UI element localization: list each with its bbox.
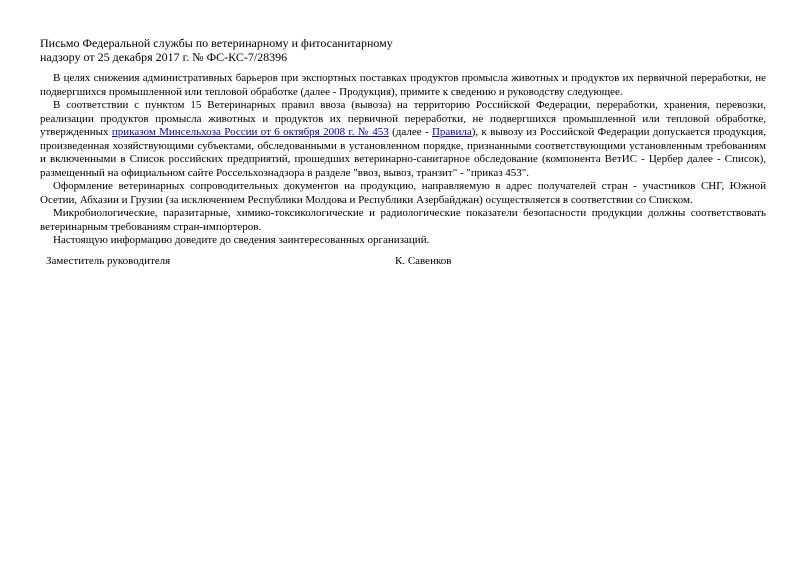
signature-name: К. Савенков [395,254,452,267]
document-title [40,36,766,64]
paragraph-documents: Оформление ветеринарных сопроводительных документов на продукцию, направляемую в адрес получателей стран - участников СНГ, Южной Осетии, Абхазии и Грузии (за исключением Республики Молдова и Республики Азербайджан) осуществляется в соответствии со Списком. [40,180,766,206]
paragraph-rules-text-3: ), к вывозу из Российской Федерации допускается продукция, произведенная хозяйствующими субъектами, обследованными в установленном порядке, признанными соответствующими установленным требованиям и включенными в Список российских предприятий, прошедших ветеринарно-санитарное обследование (компонента ВетИС - Цербер далее - Список), размещенный на официальном сайте Россельхознадзора в разделе "ввоз, вывоз, транзит" - "приказ 453". [40,126,766,179]
paragraph-rules [40,99,766,180]
paragraph-rules-text-2: (далее - [388,126,432,138]
paragraph-safety: Микробиологические, паразитарные, химико-токсикологические и радиологические показатели безопасности продукции должны соответствовать ветеринарным требованиям стран-импортеров. [40,207,766,233]
title-line-1: Письмо Федеральной службы по ветеринарному и фитосанитарному [40,36,393,50]
rules-link[interactable]: Правила [431,126,472,138]
signature-block [40,255,766,269]
paragraph-rules-text-1: В соответствии с пунктом 15 Ветеринарных правил ввоза (вывоза) на территорию Российской Федерации, переработки, хранения, перевозки, реализации продуктов промысла животных и продуктов их первичной переработки, не подвергшихся промышленной или тепловой обработке, утвержденных [40,99,766,138]
paragraph-intro: В целях снижения административных барьеров при экспортных поставках продуктов промысла животных и продуктов их первичной переработки, не подвергшихся промышленной или тепловой обработке (далее - Продукция), примите к сведению и руководству следующее. [40,72,766,98]
title-line-2: надзору от 25 декабря 2017 г. № ФС-КС-7/28396 [40,50,288,64]
signature-position: Заместитель руководителя [46,254,171,267]
document-page [40,36,766,269]
order-453-link[interactable]: приказом Минсельхоза России от 6 октября 2008 г. № 453 [111,126,389,138]
paragraph-closing: Настоящую информацию доведите до сведения заинтересованных организаций. [53,234,430,246]
